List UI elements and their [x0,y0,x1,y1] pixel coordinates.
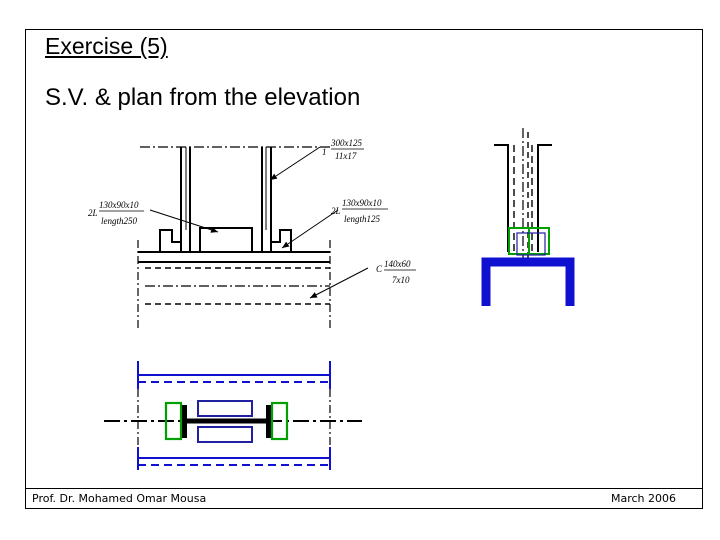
left-angle-leader [150,210,218,232]
footer-divider [26,488,702,489]
right-angle-size-bottom: length125 [344,214,380,224]
base-size-bottom: 7x10 [392,275,410,285]
base-size-top: 140x60 [384,259,411,269]
footer-author: Prof. Dr. Mohamed Omar Mousa [32,492,207,505]
leader-lines [150,147,368,298]
left-angle [160,230,181,252]
column-leader [270,147,320,180]
base-qty: C [376,264,383,274]
base-leader [310,268,368,298]
side-left-angle [509,228,529,254]
side-base-channel [486,262,570,306]
left-angle-size-top: 130x90x10 [99,200,139,210]
left-angle-size-bottom: length250 [101,216,137,226]
side-column-left [494,145,508,252]
footer-date: March 2006 [610,492,676,505]
plan-upper-block [198,401,252,416]
middle-block [200,228,252,252]
elevation-view [138,147,330,328]
right-angle [271,230,291,252]
column-qty: 1 [322,147,327,157]
plan-view [104,361,362,470]
right-angle-qty: 2L [331,206,341,216]
side-view [486,128,570,306]
exercise-subtitle: S.V. & plan from the elevation [45,84,361,111]
column-size-top: 300x125 [331,138,362,148]
left-angle-qty: 2L [88,208,98,218]
side-middle-block [517,233,545,255]
right-angle-size-top: 130x90x10 [342,198,382,208]
column-size-bottom: 11x17 [335,151,357,161]
plan-lower-block [198,427,252,442]
exercise-title: Exercise (5) [45,33,168,59]
